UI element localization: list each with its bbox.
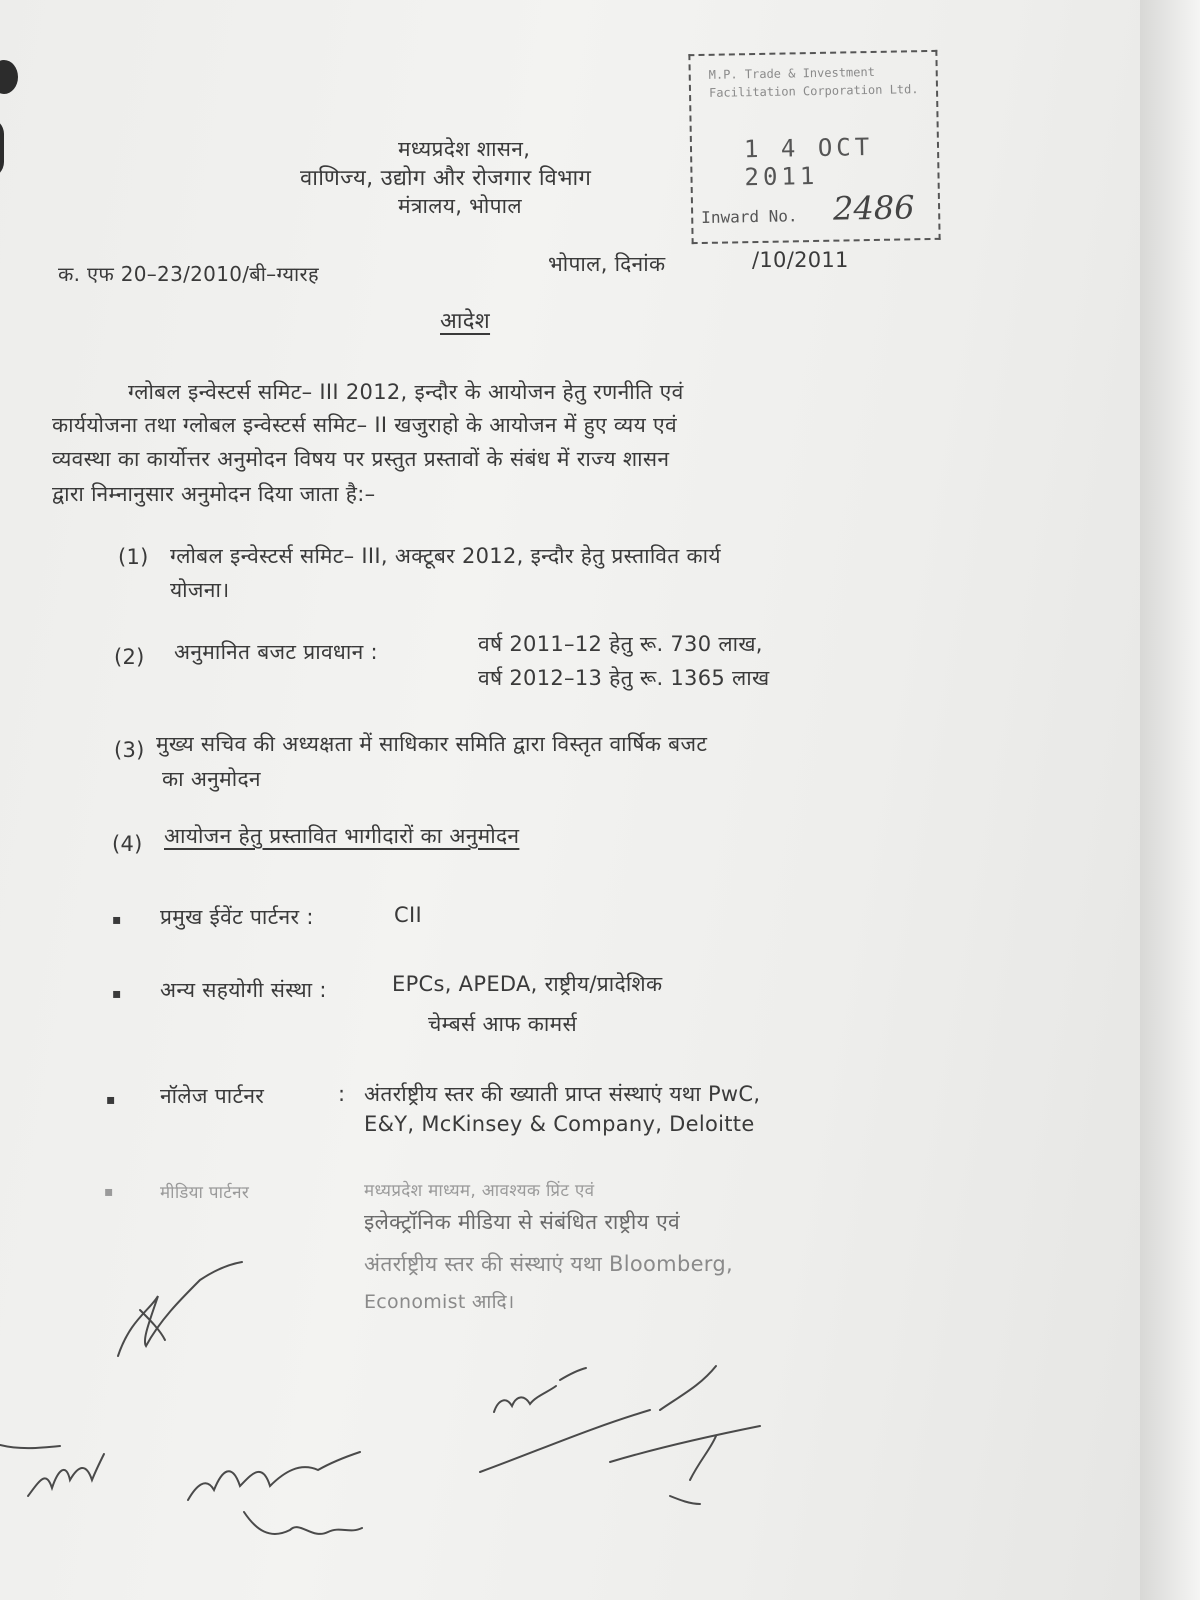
item-3-line-2: का अनुमोदन (162, 767, 261, 791)
bullet-icon: ▪ (104, 1184, 114, 1200)
partner-1-label: प्रमुख ईवेंट पार्टनर : (160, 905, 314, 929)
bullet-icon: ▪ (106, 1092, 116, 1108)
partner-2-value-1: EPCs, APEDA, राष्ट्रीय/प्रादेशिक (392, 972, 663, 996)
signature-stroke (560, 1368, 586, 1380)
partner-3-value-2: E&Y, McKinsey & Company, Deloitte (364, 1112, 755, 1136)
item-3-number: (3) (114, 738, 145, 762)
header-line-1: मध्यप्रदेश शासन, (398, 137, 531, 161)
order-title: आदेश (440, 309, 491, 334)
inward-stamp (688, 50, 940, 244)
signature-stroke (0, 1445, 60, 1448)
stamp-inward-label: Inward No. (701, 206, 798, 227)
signature-stroke (610, 1426, 760, 1462)
partner-4-value-2: इलेक्ट्रॉनिक मीडिया से संबंधित राष्ट्रीय एवं (364, 1210, 681, 1234)
page-edge-shadow (1140, 0, 1200, 1600)
signature-stroke (244, 1512, 362, 1534)
item-1-line-2: योजना। (170, 578, 230, 602)
punch-hole (0, 60, 18, 94)
signature-stroke (690, 1436, 716, 1480)
item-2-budget-1: वर्ष 2011–12 हेतु रू. 730 लाख, (478, 632, 763, 656)
item-3-line-1: मुख्य सचिव की अध्यक्षता में साधिकार समिति द्वारा विस्तृत वार्षिक बजट (156, 732, 708, 756)
signature-stroke (494, 1386, 556, 1412)
reference-number: क. एफ 20–23/2010/बी–ग्यारह (58, 262, 319, 286)
partner-2-label: अन्य सहयोगी संस्था : (160, 978, 327, 1002)
item-2-budget-2: वर्ष 2012–13 हेतु रू. 1365 लाख (478, 666, 770, 690)
item-1-line-1: ग्लोबल इन्वेस्टर्स समिट– III, अक्टूबर 2012, इन्दौर हेतु प्रस्तावित कार्य (170, 544, 721, 568)
date-value: /10/2011 (752, 248, 849, 272)
item-2-label: अनुमानित बजट प्रावधान : (174, 640, 378, 664)
signature-stroke (480, 1410, 650, 1472)
header-line-3: मंत्रालय, भोपाल (398, 194, 522, 218)
partner-4-value-4: Economist आदि। (364, 1291, 515, 1313)
partner-3-label: नॉलेज पार्टनर (160, 1084, 265, 1108)
partner-4-value-1: मध्यप्रदेश माध्यम, आवश्यक प्रिंट एवं (364, 1181, 595, 1201)
stamp-date: 1 4 OCT 2011 (743, 132, 874, 192)
partner-4-label: मीडिया पार्टनर (160, 1183, 250, 1203)
intro-line-2: कार्ययोजना तथा ग्लोबल इन्वेस्टर्स समिट– II खजुराहो के आयोजन में हुए व्यय एवं (52, 413, 677, 437)
partner-3-colon: : (338, 1082, 346, 1106)
intro-line-4: द्वारा निम्नानुसार अनुमोदन दिया जाता है:– (52, 482, 376, 506)
partner-2-value-2: चेम्बर्स आफ कामर्स (428, 1012, 577, 1036)
item-1-number: (1) (118, 545, 149, 569)
bullet-icon: ▪ (112, 986, 122, 1002)
stamp-inward-number: 2486 (832, 188, 915, 228)
header-line-2: वाणिज्य, उद्योग और रोजगार विभाग (300, 166, 592, 191)
handwritten-signatures (0, 1200, 1000, 1600)
signature-stroke (670, 1496, 700, 1504)
item-4-text: आयोजन हेतु प्रस्तावित भागीदारों का अनुमोदन (164, 824, 520, 848)
signature-stroke (28, 1454, 104, 1496)
item-2-number: (2) (114, 645, 145, 669)
signature-stroke (660, 1366, 716, 1410)
signature-stroke (118, 1262, 242, 1356)
partner-3-value-1: अंतर्राष्ट्रीय स्तर की ख्याती प्राप्त संस्थाएं यथा PwC, (364, 1082, 761, 1106)
partner-4-value-3: अंतर्राष्ट्रीय स्तर की संस्थाएं यथा Bloomberg, (364, 1252, 733, 1276)
signature-stroke (188, 1452, 360, 1500)
place-date-label: भोपाल, दिनांक (548, 252, 666, 276)
punch-hole (0, 118, 4, 178)
item-4-number: (4) (112, 832, 143, 856)
intro-line-1: ग्लोबल इन्वेस्टर्स समिट– III 2012, इन्दौर के आयोजन हेतु रणनीति एवं (128, 380, 684, 404)
bullet-icon: ▪ (112, 912, 122, 928)
intro-line-3: व्यवस्था का कार्योत्तर अनुमोदन विषय पर प्रस्तुत प्रस्तावों के संबंध में राज्य शासन (52, 447, 670, 471)
partner-1-value: CII (394, 903, 422, 927)
stamp-org: M.P. Trade & Investment Facilitation Corporation Ltd. (708, 64, 919, 100)
